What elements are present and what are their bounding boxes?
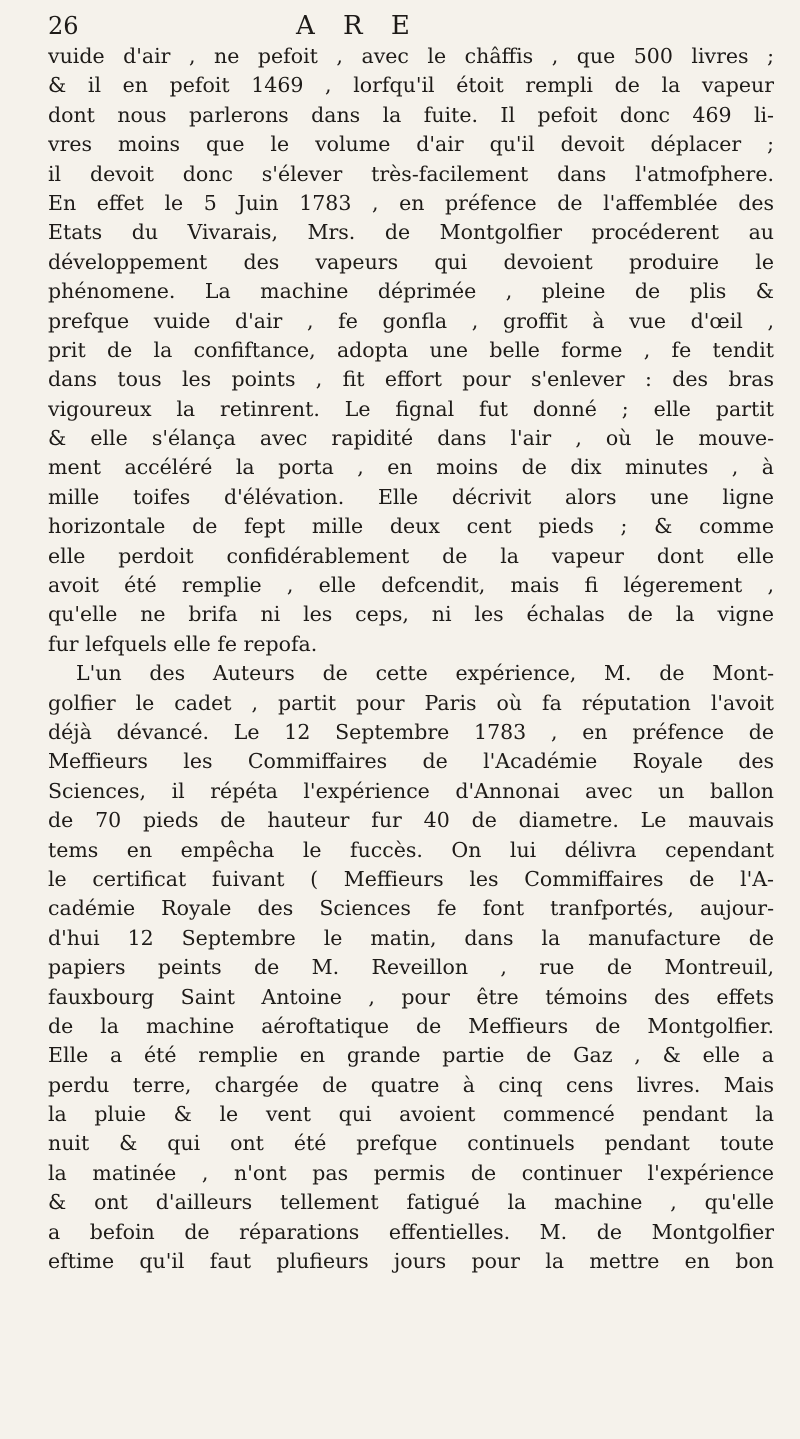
running-head bbox=[48, 6, 774, 46]
text-line: & elle s'élança avec rapidité dans l'air , où le mouve- bbox=[48, 426, 774, 451]
text-line: la pluie & le vent qui avoient commencé pendant la bbox=[48, 1102, 774, 1127]
text-line: vres moins que le volume d'air qu'il devoit déplacer ; bbox=[48, 132, 774, 157]
text-line: de 70 pieds de hauteur fur 40 de diametre. Le mauvais bbox=[48, 808, 774, 833]
text-line: cadémie Royale des Sciences fe font tranfportés, aujour- bbox=[48, 896, 774, 921]
text-line: perdu terre, chargée de quatre à cinq cens livres. Mais bbox=[48, 1072, 774, 1097]
text-line: & il en pefoit 1469 , lorfqu'il étoit rempli de la vapeur bbox=[48, 73, 774, 98]
page-number: 26 bbox=[48, 12, 79, 40]
text-line: golfier le cadet , partit pour Paris où fa réputation l'avoit bbox=[48, 690, 774, 715]
text-line: Sciences, il répéta l'expérience d'Annonai avec un ballon bbox=[48, 778, 774, 803]
text-line: avoit été remplie , elle defcendit, mais fi légerement , bbox=[48, 573, 774, 598]
text-line: fauxbourg Saint Antoine , pour être témoins des effets bbox=[48, 984, 774, 1009]
text-line: la matinée , n'ont pas permis de continuer l'expérience bbox=[48, 1160, 774, 1185]
text-line: a befoin de réparations effentielles. M. de Montgolfier bbox=[48, 1219, 774, 1244]
text-line: dans tous les points , fit effort pour s'enlever : des bras bbox=[48, 367, 774, 392]
text-line: phénomene. La machine déprimée , pleine de plis & bbox=[48, 279, 774, 304]
text-line: dont nous parlerons dans la fuite. Il pefoit donc 469 li- bbox=[48, 102, 774, 127]
body-text bbox=[48, 42, 774, 1276]
text-line: Etats du Vivarais, Mrs. de Montgolfier procéderent au bbox=[48, 220, 774, 245]
text-line: eftime qu'il faut plufieurs jours pour la mettre en bon bbox=[48, 1249, 774, 1274]
text-line: prit de la confiftance, adopta une belle forme , fe tendit bbox=[48, 337, 774, 362]
text-line: papiers peints de M. Reveillon , rue de Montreuil, bbox=[48, 955, 774, 980]
text-line: En effet le 5 Juin 1783 , en préfence de l'affemblée des bbox=[48, 190, 774, 215]
text-line: Elle a été remplie en grande partie de Gaz , & elle a bbox=[48, 1043, 774, 1068]
text-line: qu'elle ne brifa ni les ceps, ni les échalas de la vigne bbox=[48, 602, 774, 627]
text-line: horizontale de fept mille deux cent pieds ; & comme bbox=[48, 514, 774, 539]
text-line: vigoureux la retinrent. Le fignal fut donné ; elle partit bbox=[48, 396, 774, 421]
text-line: elle perdoit confidérablement de la vapeur dont elle bbox=[48, 543, 774, 568]
text-line: L'un des Auteurs de cette expérience, M. de Mont- bbox=[76, 661, 774, 686]
text-line: de la machine aéroftatique de Meffieurs de Montgolfier. bbox=[48, 1013, 774, 1038]
text-line: développement des vapeurs qui devoient produire le bbox=[48, 249, 774, 274]
running-head-title: A R E bbox=[296, 11, 420, 41]
text-line: déjà dévancé. Le 12 Septembre 1783 , en préfence de bbox=[48, 719, 774, 744]
text-line: vuide d'air , ne pefoit , avec le châffis , que 500 livres ; bbox=[48, 44, 774, 68]
text-line: nuit & qui ont été prefque continuels pendant toute bbox=[48, 1131, 774, 1156]
text-line: le certificat fuivant ( Meffieurs les Commiffaires de l'A- bbox=[48, 866, 774, 891]
text-line: & ont d'ailleurs tellement fatigué la machine , qu'elle bbox=[48, 1190, 774, 1215]
text-line: fur lefquels elle fe repofa. bbox=[48, 631, 318, 656]
text-line: mille toifes d'élévation. Elle décrivit alors une ligne bbox=[48, 484, 774, 509]
text-line: prefque vuide d'air , fe gonfla , groffit à vue d'œil , bbox=[48, 308, 774, 333]
text-line: Meffieurs les Commiffaires de l'Académie Royale des bbox=[48, 749, 774, 774]
text-line: tems en empêcha le fuccès. On lui délivra cependant bbox=[48, 837, 774, 862]
text-line: d'hui 12 Septembre le matin, dans la manufacture de bbox=[48, 925, 774, 950]
text-line: il devoit donc s'élever très-facilement dans l'atmofphere. bbox=[48, 161, 774, 186]
text-line: ment accéléré la porta , en moins de dix minutes , à bbox=[48, 455, 774, 480]
